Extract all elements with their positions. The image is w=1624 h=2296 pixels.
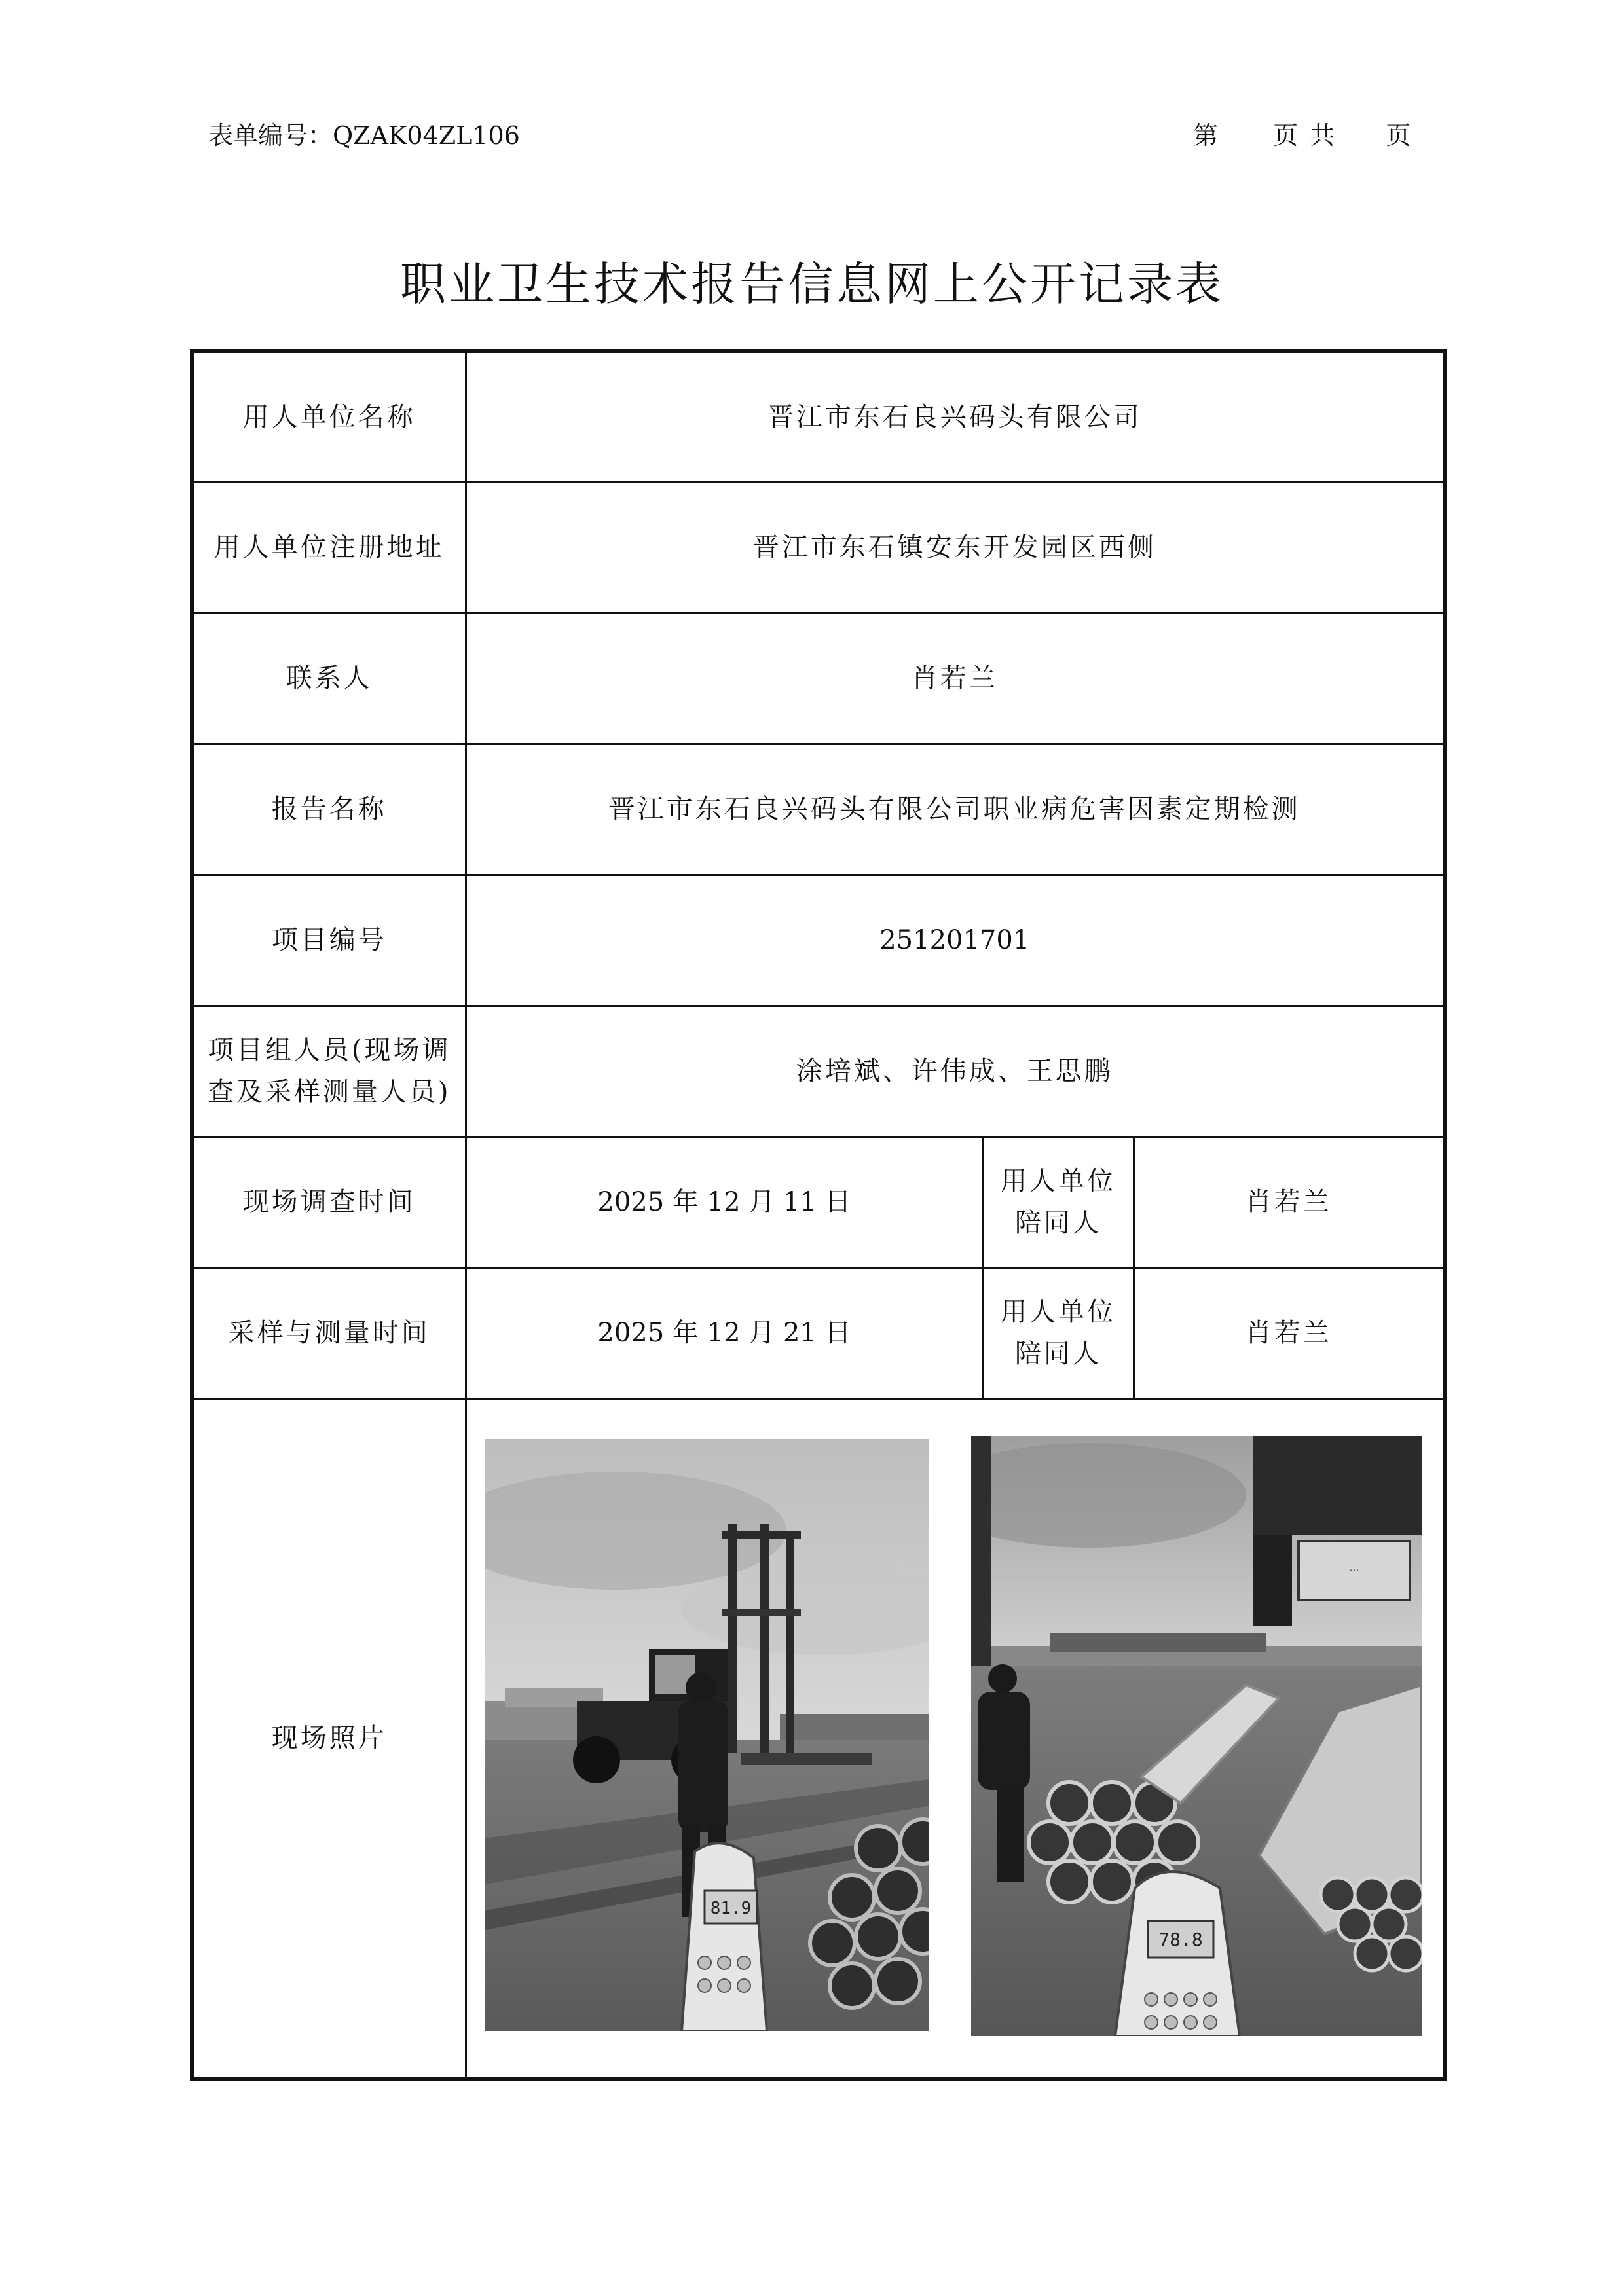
report-name-label: 报告名称 bbox=[192, 744, 466, 875]
team-value: 涂培斌、许伟成、王思鹏 bbox=[466, 1006, 1445, 1137]
page-label-3: 页 bbox=[1386, 121, 1411, 150]
contact-label: 联系人 bbox=[192, 613, 466, 744]
form-number: 表单编号：QZAK04ZL106 bbox=[208, 121, 520, 150]
survey-escort-value: 肖若兰 bbox=[1134, 1137, 1445, 1267]
site-photo-forklift-icon bbox=[485, 1439, 929, 2031]
record-table bbox=[190, 349, 1447, 2081]
survey-time-label: 现场调查时间 bbox=[192, 1137, 466, 1267]
row-photos bbox=[192, 1398, 1445, 2079]
page-label-1: 第 bbox=[1193, 121, 1219, 150]
site-photo-steel-pipes-icon bbox=[971, 1436, 1422, 2036]
row-survey-time bbox=[192, 1137, 1445, 1267]
team-label bbox=[192, 1006, 466, 1137]
page-title: 职业卫生技术报告信息网上公开记录表 bbox=[400, 257, 1224, 311]
survey-time-value: 2025 年 12 月 11 日 bbox=[466, 1137, 983, 1267]
project-no-label: 项目编号 bbox=[192, 875, 466, 1006]
sampling-escort-label bbox=[983, 1267, 1134, 1398]
survey-escort-label bbox=[983, 1137, 1134, 1267]
survey-escort-label-line1: 用人单位 bbox=[1001, 1166, 1116, 1196]
project-no-value: 251201701 bbox=[466, 875, 1445, 1006]
employer-name-label: 用人单位名称 bbox=[192, 351, 466, 482]
row-sampling-time bbox=[192, 1267, 1445, 1398]
row-report-name bbox=[192, 744, 1445, 875]
sampling-escort-label-line2: 陪同人 bbox=[1015, 1339, 1101, 1369]
row-contact bbox=[192, 613, 1445, 744]
row-employer-address bbox=[192, 482, 1445, 613]
row-employer-name bbox=[192, 351, 1445, 482]
team-label-line2: 查及采样测量人员) bbox=[207, 1077, 451, 1107]
row-project-no bbox=[192, 875, 1445, 1006]
photos-cell bbox=[466, 1398, 1445, 2079]
svg-text:···: ··· bbox=[1349, 1563, 1359, 1576]
photos-label: 现场照片 bbox=[192, 1398, 466, 2079]
row-team bbox=[192, 1006, 1445, 1137]
survey-escort-label-line2: 陪同人 bbox=[1015, 1208, 1101, 1238]
sampling-time-value: 2025 年 12 月 21 日 bbox=[466, 1267, 983, 1398]
employer-address-label: 用人单位注册地址 bbox=[192, 482, 466, 613]
page-indicator bbox=[1193, 115, 1411, 151]
report-name-value: 晋江市东石良兴码头有限公司职业病危害因素定期检测 bbox=[466, 744, 1445, 875]
contact-value: 肖若兰 bbox=[466, 613, 1445, 744]
sampling-escort-label-line1: 用人单位 bbox=[1001, 1297, 1116, 1327]
svg-text:78.8: 78.8 bbox=[1158, 1928, 1203, 1950]
employer-address-value: 晋江市东石镇安东开发园区西侧 bbox=[466, 482, 1445, 613]
page-label-2: 页共 bbox=[1273, 121, 1347, 150]
employer-name-value: 晋江市东石良兴码头有限公司 bbox=[466, 351, 1445, 482]
sampling-escort-value: 肖若兰 bbox=[1134, 1267, 1445, 1398]
team-label-line1: 项目组人员(现场调 bbox=[207, 1035, 451, 1065]
photo-strip bbox=[467, 1439, 1443, 2036]
sampling-time-label: 采样与测量时间 bbox=[192, 1267, 466, 1398]
svg-text:81.9: 81.9 bbox=[710, 1898, 751, 1918]
